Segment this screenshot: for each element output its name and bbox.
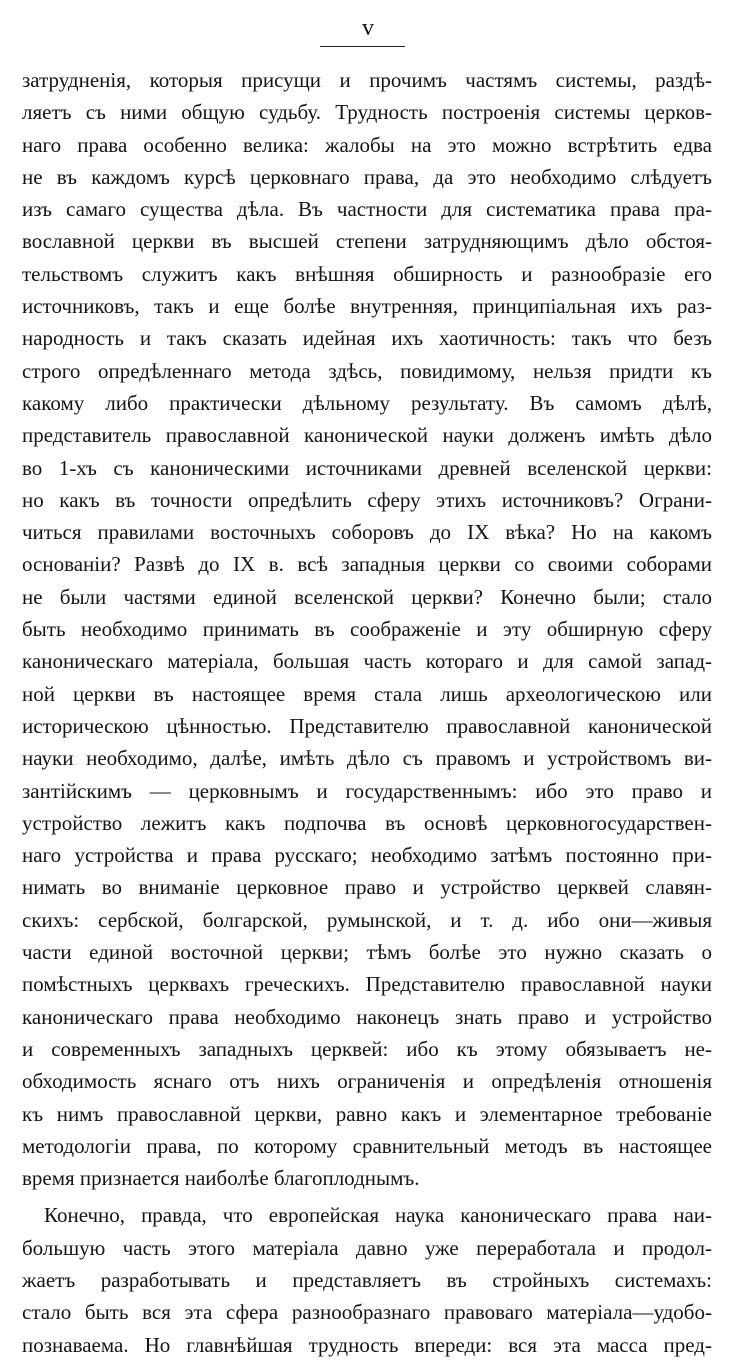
text-line: вославной церкви въ высшей степени затрудняющимъ дѣло обстоя- — [22, 229, 712, 254]
text-line: обходимость яснаго отъ нихъ ограниченія и опредѣленія отношенія — [22, 1069, 712, 1094]
text-line: историческою цѣнностью. Представителю православной канонической — [22, 713, 712, 738]
text-line: ной церкви въ настоящее время стала лишь археологическою или — [22, 681, 712, 706]
text-line: жаетъ разработывать и представляетъ въ стройныхъ системахъ: — [22, 1267, 712, 1292]
text-line: тельствомъ служитъ какъ внѣшняя обширность и разнообразіе его — [22, 261, 712, 286]
body-text — [22, 64, 712, 1361]
text-line: части единой восточной церкви; тѣмъ болѣе это нужно сказать о — [22, 940, 712, 965]
text-line: не въ каждомъ курсѣ церковнаго права, да это необходимо слѣдуетъ — [22, 164, 712, 189]
text-line: быть необходимо принимать въ соображеніе и эту обширную сферу — [22, 617, 712, 642]
text-line: къ нимъ православной церкви, равно какъ и элементарное требованіе — [22, 1101, 712, 1126]
text-line: устройство лежитъ какъ подпочва въ основѣ церковногосударствен- — [22, 810, 712, 835]
text-line: не были частями единой вселенской церкви? Конечно были; стало — [22, 584, 712, 609]
paragraph-2 — [22, 1199, 712, 1360]
text-line: основаніи? Развѣ до IX в. всѣ западныя церкви со своими соборами — [22, 552, 712, 577]
text-line: народность и такъ сказать идейная ихъ хаотичность: такъ что безъ — [22, 326, 712, 351]
text-line: изъ самаго существа дѣла. Въ частности для систематика права пра- — [22, 197, 712, 222]
text-line: Конечно, правда, что европейская наука каноническаго права наи- — [44, 1203, 712, 1228]
text-line: источниковъ, такъ и еще болѣе внутренняя, принципіальная ихъ раз- — [22, 294, 712, 319]
text-line: представитель православной канонической науки долженъ имѣть дѣло — [22, 423, 712, 448]
text-line: каноническаго права необходимо наконецъ знать право и устройство — [22, 1004, 712, 1029]
text-line: помѣстныхъ церквахъ греческихъ. Представителю православной науки — [22, 972, 712, 997]
text-line: какому либо практически дѣльному результату. Въ самомъ дѣлѣ, — [22, 390, 712, 415]
text-line: затрудненія, которыя присущи и прочимъ частямъ системы, раздѣ- — [22, 68, 712, 92]
text-line: зантійскимъ — церковнымъ и государственнымъ: ибо это право и — [22, 778, 712, 803]
text-line: наго права особенно велика: жалобы на это можно встрѣтить едва — [22, 132, 712, 157]
text-line: ляетъ съ ними общую судьбу. Трудность построенія системы церков- — [22, 100, 712, 125]
text-line: во 1-хъ съ каноническими источниками древней вселенской церкви: — [22, 455, 712, 480]
text-line: каноническаго матеріала, большая часть котораго и для самой запад- — [22, 649, 712, 674]
text-line: методологіи права, по которому сравнительный методъ въ настоящее — [22, 1133, 712, 1158]
text-line: время признается наиболѣе благоплоднымъ. — [22, 1166, 420, 1191]
text-line: стало быть вся эта сфера разнообразнаго правоваго матеріала—удобо- — [22, 1300, 712, 1325]
text-line: познаваема. Но главнѣйшая трудность впереди: вся эта масса пред- — [22, 1332, 712, 1357]
text-line: науки необходимо, далѣе, имѣть дѣло съ правомъ и устройствомъ ви- — [22, 746, 712, 771]
text-line: наго устройства и права русскаго; необходимо затѣмъ постоянно при- — [22, 843, 712, 868]
page-number: v — [362, 15, 374, 41]
text-line: нимать во вниманіе церковное право и устройство церквей славян- — [22, 875, 712, 900]
paragraph-1 — [22, 64, 712, 1194]
text-line: строго опредѣленнаго метода здѣсь, повидимому, нельзя придти къ — [22, 358, 712, 383]
text-line: и современныхъ западныхъ церквей: ибо къ этому обязываетъ не- — [22, 1036, 712, 1061]
text-line: но какъ въ точности опредѣлить сферу этихъ источниковъ? Ограни- — [22, 487, 712, 512]
header-rule — [320, 46, 405, 47]
text-line: читься правилами восточныхъ соборовъ до IX вѣка? Но на какомъ — [22, 520, 712, 545]
text-line: скихъ: сербской, болгарской, румынской, и т. д. ибо они—живыя — [22, 907, 712, 932]
text-line: большую часть этого матеріала давно уже переработала и продол- — [22, 1235, 712, 1260]
